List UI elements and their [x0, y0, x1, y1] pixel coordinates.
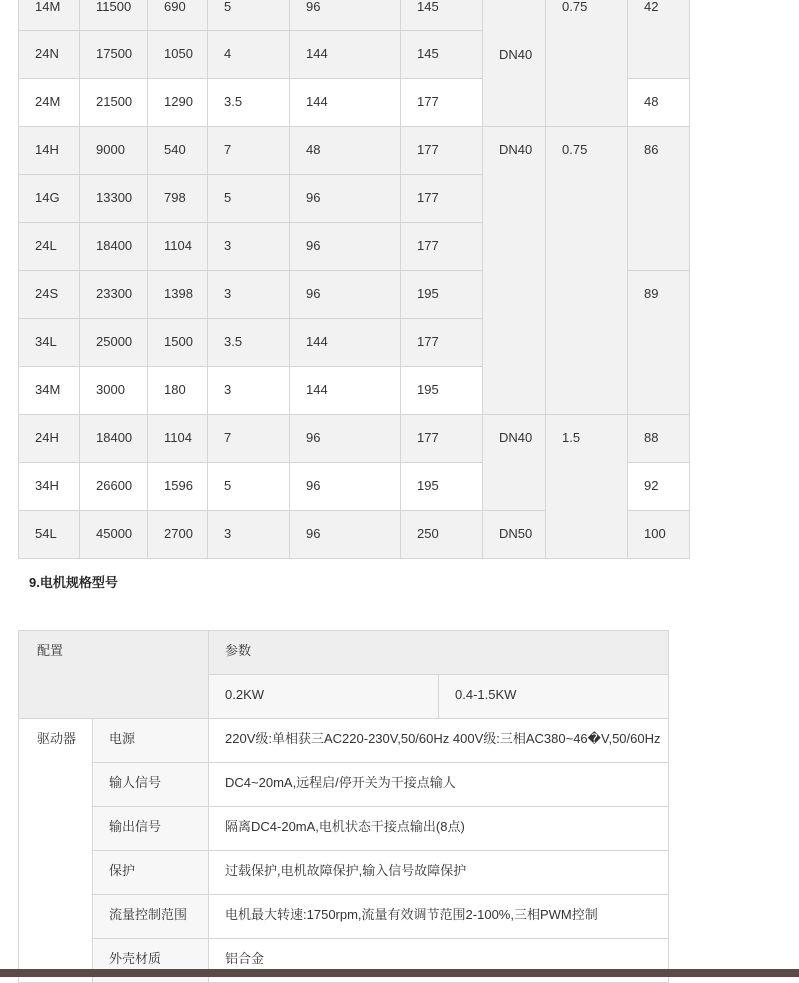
table-cell: 4 [208, 31, 290, 79]
weight-cell: 42 [628, 0, 690, 79]
table-cell: 1104 [148, 415, 208, 463]
table-cell: 5 [208, 175, 290, 223]
table-cell: 1398 [148, 271, 208, 319]
row-label: 电源 [93, 719, 209, 763]
table-cell: 1104 [148, 223, 208, 271]
table-cell: 18400 [80, 223, 148, 271]
table-cell: 1596 [148, 463, 208, 511]
table-row [19, 895, 669, 939]
table-cell: 26600 [80, 463, 148, 511]
row-label: 输人信号 [93, 763, 209, 807]
table-cell: 180 [148, 367, 208, 415]
table-cell: 5 [208, 0, 290, 31]
bottom-bar [0, 969, 799, 977]
table-cell: 23300 [80, 271, 148, 319]
table-cell: 96 [290, 0, 401, 31]
table-cell: 14M [19, 0, 80, 31]
table-cell: 195 [401, 271, 483, 319]
table-cell: 144 [290, 319, 401, 367]
table-cell: 690 [148, 0, 208, 31]
table-row [19, 415, 690, 463]
table-cell: 34H [19, 463, 80, 511]
table-cell: 18400 [80, 415, 148, 463]
table-cell: 177 [401, 79, 483, 127]
table-cell: 3 [208, 367, 290, 415]
table-cell: 7 [208, 127, 290, 175]
table-cell: 144 [290, 31, 401, 79]
motor-power-cell: 0.75 [546, 0, 628, 127]
row-value: 隔离DC4-20mA,电机状态干接点输出(8点) [209, 807, 669, 851]
row-value: 220V级:单相获三AC220-230V,50/60Hz 400V级:三相AC380~46�V,50/60Hz [209, 719, 669, 763]
table-cell: 177 [401, 127, 483, 175]
power-02kw-header: 0.2KW [209, 675, 439, 719]
table-row [19, 763, 669, 807]
config-header: 配置 [19, 631, 209, 719]
table-cell: 24N [19, 31, 80, 79]
weight-cell: 92 [628, 463, 690, 511]
table-cell: 24L [19, 223, 80, 271]
table-cell: 250 [401, 511, 483, 559]
weight-cell: 86 [628, 127, 690, 271]
row-label: 输出信号 [93, 807, 209, 851]
table-cell: 1290 [148, 79, 208, 127]
table-cell: 14H [19, 127, 80, 175]
table-cell: 7 [208, 415, 290, 463]
table-cell: 96 [290, 175, 401, 223]
table-cell: 5 [208, 463, 290, 511]
table-cell: 145 [401, 0, 483, 31]
table-cell: 14G [19, 175, 80, 223]
table-cell: 34L [19, 319, 80, 367]
pipe-size-cell: DN40 [483, 0, 546, 127]
table-cell: 177 [401, 319, 483, 367]
table-cell: 3 [208, 271, 290, 319]
pipe-size-cell: DN40 [483, 415, 546, 511]
table-row [19, 127, 690, 175]
table-row [19, 807, 669, 851]
table-cell: 24H [19, 415, 80, 463]
table-cell: 3 [208, 511, 290, 559]
table-cell: 1500 [148, 319, 208, 367]
table-cell: 195 [401, 367, 483, 415]
table-cell: 177 [401, 223, 483, 271]
row-value: DC4~20mA,远程启/停开关为干接点输人 [209, 763, 669, 807]
table-cell: 17500 [80, 31, 148, 79]
motor-power-cell: 1.5 [546, 415, 628, 559]
table-cell: 96 [290, 271, 401, 319]
table-cell: 48 [290, 127, 401, 175]
table-row [19, 719, 669, 763]
table-cell: 54L [19, 511, 80, 559]
row-label: 保护 [93, 851, 209, 895]
table-cell: 144 [290, 367, 401, 415]
table-cell: 25000 [80, 319, 148, 367]
table-cell: 3.5 [208, 319, 290, 367]
table-cell: 145 [401, 31, 483, 79]
table-cell: 177 [401, 175, 483, 223]
table-cell: 13300 [80, 175, 148, 223]
table-cell: 11500 [80, 0, 148, 31]
power-04kw-header: 0.4-1.5KW [439, 675, 669, 719]
weight-cell: 89 [628, 271, 690, 415]
pipe-size-cell: DN50 [483, 511, 546, 559]
table-cell: 96 [290, 415, 401, 463]
row-label: 流量控制范围 [93, 895, 209, 939]
table-cell: 3.5 [208, 79, 290, 127]
row-value: 电机最大转速:1750rpm,流量有效调节范围2-100%,三相PWM控制 [209, 895, 669, 939]
table-cell: 798 [148, 175, 208, 223]
row-value: 过载保护,电机故障保护,输入信号故障保护 [209, 851, 669, 895]
weight-cell: 88 [628, 415, 690, 463]
table-cell: 96 [290, 511, 401, 559]
table-cell: 3000 [80, 367, 148, 415]
table-row [19, 851, 669, 895]
pipe-size-cell: DN40 [483, 127, 546, 415]
table-cell: 34M [19, 367, 80, 415]
table-row [19, 0, 690, 31]
table-cell: 144 [290, 79, 401, 127]
table-cell: 96 [290, 463, 401, 511]
table-cell: 177 [401, 415, 483, 463]
weight-cell: 100 [628, 511, 690, 559]
row-value: 铝合金 [209, 939, 669, 983]
params-header: 参数 [209, 631, 669, 675]
table-cell: 2700 [148, 511, 208, 559]
weight-cell: 48 [628, 79, 690, 127]
table-cell: 21500 [80, 79, 148, 127]
table-cell: 24M [19, 79, 80, 127]
pump-spec-table [18, 0, 690, 559]
motor-power-cell: 0.75 [546, 127, 628, 415]
table-cell: 3 [208, 223, 290, 271]
row-label: 外壳材质 [93, 939, 209, 983]
section-title: 9.电机规格型号 [29, 575, 118, 590]
table-cell: 24S [19, 271, 80, 319]
table-cell: 195 [401, 463, 483, 511]
table-cell: 1050 [148, 31, 208, 79]
table-cell: 96 [290, 223, 401, 271]
table-cell: 9000 [80, 127, 148, 175]
table-row [19, 631, 669, 675]
motor-spec-table [18, 630, 669, 983]
table-cell: 540 [148, 127, 208, 175]
driver-label: 驱动器 [19, 719, 93, 983]
table-cell: 45000 [80, 511, 148, 559]
